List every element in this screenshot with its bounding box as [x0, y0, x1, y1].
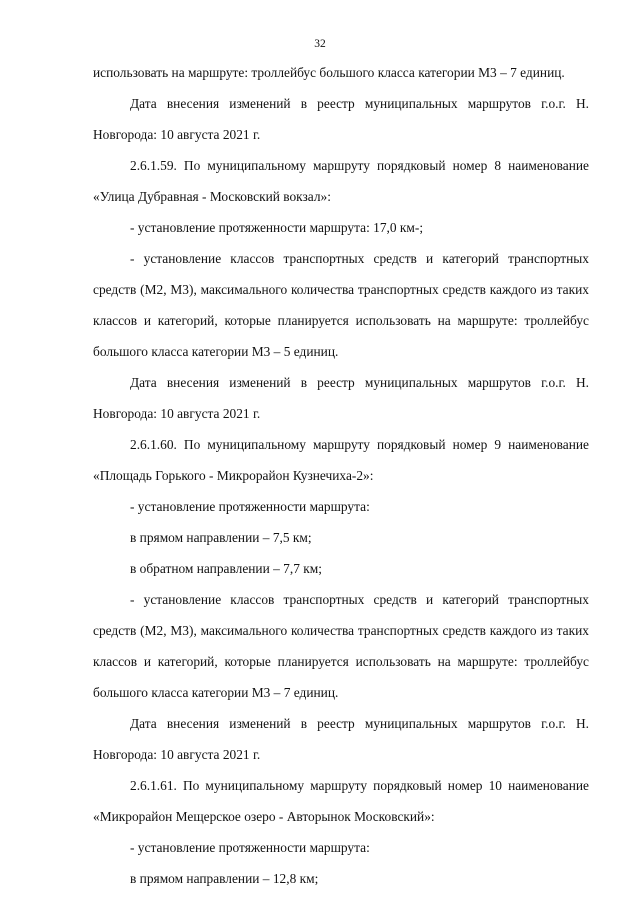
paragraph-forward-direction: в прямом направлении – 7,5 км;: [130, 530, 312, 545]
paragraph-registry-date: Дата внесения изменений в реестр муниципальных маршрутов г.о.г. Н. Новгорода: 10 августа 2021 г.: [93, 716, 589, 762]
page-number: 32: [314, 38, 326, 50]
paragraph-route-2-6-1-60: 2.6.1.60. По муниципальному маршруту порядковый номер 9 наименование «Площадь Горького - Микрорайон Кузнечиха-2»:: [93, 437, 589, 483]
paragraph-route-length: - установление протяженности маршрута: 17,0 км-;: [130, 220, 424, 235]
paragraph-route-length: - установление протяженности маршрута:: [130, 499, 370, 514]
paragraph-reverse-direction: в обратном направлении – 7,7 км;: [130, 561, 322, 576]
paragraph-vehicle-classes: - установление классов транспортных средств и категорий транспортных средств (М2, М3), максимального количества транспортных средств каждого из таких классов и категорий, которые планируется использовать на маршруте: троллейбус большого класса категории М3 – 5 единиц.: [93, 251, 589, 359]
paragraph-route-2-6-1-59: 2.6.1.59. По муниципальному маршруту порядковый номер 8 наименование «Улица Дубравная - Московский вокзал»:: [93, 158, 589, 204]
paragraph-continuation: использовать на маршруте: троллейбус большого класса категории М3 – 7 единиц.: [93, 65, 565, 80]
paragraph-registry-date: Дата внесения изменений в реестр муниципальных маршрутов г.о.г. Н. Новгорода: 10 августа 2021 г.: [93, 96, 589, 142]
paragraph-route-2-6-1-61: 2.6.1.61. По муниципальному маршруту порядковый номер 10 наименование «Микрорайон Мещерское озеро - Авторынок Московский»:: [93, 778, 589, 824]
document-body: [93, 57, 589, 894]
paragraph-registry-date: Дата внесения изменений в реестр муниципальных маршрутов г.о.г. Н. Новгорода: 10 августа 2021 г.: [93, 375, 589, 421]
paragraph-forward-direction: в прямом направлении – 12,8 км;: [130, 871, 319, 886]
paragraph-vehicle-classes: - установление классов транспортных средств и категорий транспортных средств (М2, М3), максимального количества транспортных средств каждого из таких классов и категорий, которые планируется использовать на маршруте: троллейбус большого класса категории М3 – 7 единиц.: [93, 592, 589, 700]
paragraph-route-length: - установление протяженности маршрута:: [130, 840, 370, 855]
